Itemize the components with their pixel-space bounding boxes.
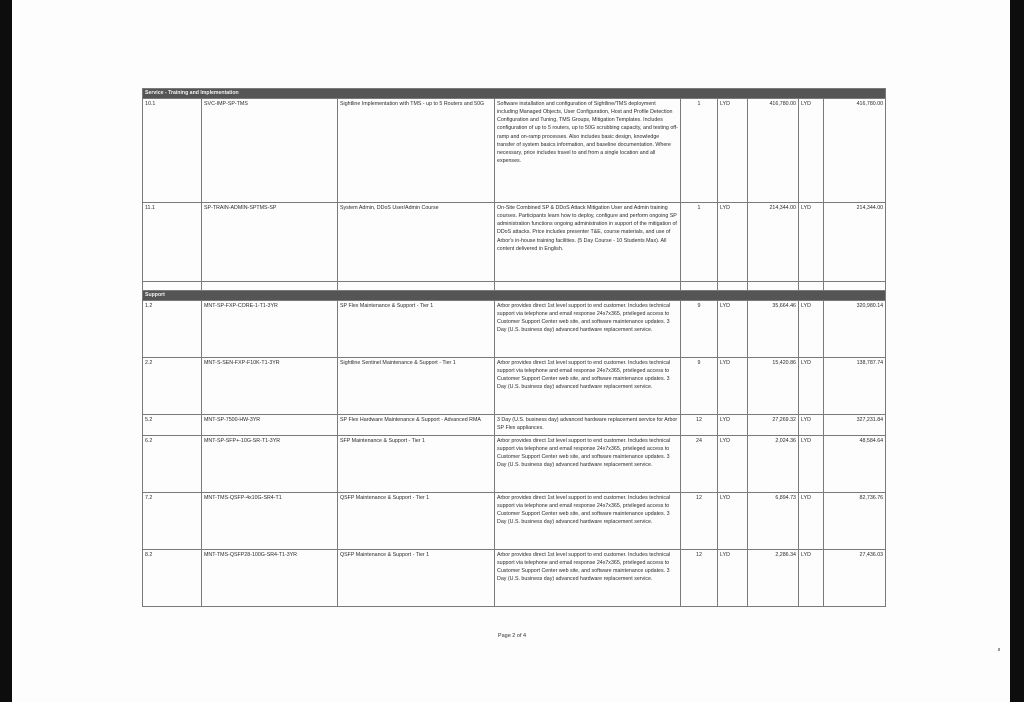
table-row <box>143 300 886 357</box>
currency: LYD <box>718 98 748 202</box>
sku: MNT-SP-SFP+-10G-SR-T1-3YR <box>202 435 338 492</box>
product-name: QSFP Maintenance & Support - Tier 1 <box>338 549 495 606</box>
description: On-Site Combined SP & DDoS Attack Mitigation User and Admin training courses. Participants learn how to deploy, configure and perform ongoing SP administration functions ongoing administration in support of the mitigation of DDoS attacks. Price includes presenter T&E, course materials, and use of Arbor's in-house training facilities. (5 Day Course - 10 Students Max). All content delivered in English. <box>495 202 681 281</box>
item-number: 7.2 <box>143 492 202 549</box>
product-name: System Admin, DDoS User/Admin Course <box>338 202 495 281</box>
product-name: SFP Maintenance & Support - Tier 1 <box>338 435 495 492</box>
item-number: 10.1 <box>143 98 202 202</box>
quantity: 12 <box>681 492 718 549</box>
sku: MNT-TMS-QSFP-4x10G-SR4-T1 <box>202 492 338 549</box>
empty-cell <box>143 281 202 290</box>
currency: LYD <box>718 435 748 492</box>
quote-table <box>142 88 886 607</box>
scan-speck <box>998 648 1000 651</box>
line-total: 327,231.84 <box>824 414 886 435</box>
description: Software installation and configuration of Sightline/TMS deployment including Managed Objects, User Configuration, Host and Profile Detection Configuration and Tuning, TMS Groups, Mitigation Templates. Includes configuration of up to 5 routers, up to 50G scrubbing capacity, and testing off-ramp and on-ramp processes. Also includes basic design, knowledge transfer of system basics information, and baseline documentation. Where necessary, price includes travel to and from a single location and all expenses. <box>495 98 681 202</box>
sku: MNT-SP-FXP-CORE-1-T1-3YR <box>202 300 338 357</box>
unit-price: 214,344.00 <box>748 202 799 281</box>
quantity: 9 <box>681 300 718 357</box>
item-number: 8.2 <box>143 549 202 606</box>
empty-cell <box>202 281 338 290</box>
line-total: 27,436.03 <box>824 549 886 606</box>
total-currency: LYD <box>799 357 824 414</box>
unit-price: 35,664.46 <box>748 300 799 357</box>
table-row <box>143 435 886 492</box>
currency: LYD <box>718 357 748 414</box>
empty-cell <box>718 281 748 290</box>
unit-price: 2,286.34 <box>748 549 799 606</box>
item-number: 1.2 <box>143 300 202 357</box>
product-name: Sightline Sentinel Maintenance & Support - Tier 1 <box>338 357 495 414</box>
line-total: 138,787.74 <box>824 357 886 414</box>
quantity: 1 <box>681 98 718 202</box>
quantity: 1 <box>681 202 718 281</box>
empty-cell <box>338 281 495 290</box>
description: Arbor provides direct 1st level support to end customer. Includes technical support via telephone and email response 24x7x365, privileged access to Customer Support Center web site, and software maintenance updates. 3 Day (U.S. business day) advanced hardware replacement service. <box>495 435 681 492</box>
description: Arbor provides direct 1st level support to end customer. Includes technical support via telephone and email response 24x7x365, privileged access to Customer Support Center web site, and software maintenance updates. 3 Day (U.S. business day) advanced hardware replacement service. <box>495 549 681 606</box>
item-number: 5.2 <box>143 414 202 435</box>
line-total: 416,780.00 <box>824 98 886 202</box>
currency: LYD <box>718 300 748 357</box>
quantity: 24 <box>681 435 718 492</box>
currency: LYD <box>718 492 748 549</box>
description: 3 Day (U.S. business day) advanced hardware replacement service for Arbor SP Flex appliances. <box>495 414 681 435</box>
scan-border-right <box>1010 0 1024 702</box>
unit-price: 416,780.00 <box>748 98 799 202</box>
currency: LYD <box>718 414 748 435</box>
total-currency: LYD <box>799 549 824 606</box>
total-currency: LYD <box>799 435 824 492</box>
total-currency: LYD <box>799 202 824 281</box>
description: Arbor provides direct 1st level support to end customer. Includes technical support via telephone and email response 24x7x365, privileged access to Customer Support Center web site, and software maintenance updates. 3 Day (U.S. business day) advanced hardware replacement service. <box>495 357 681 414</box>
empty-cell <box>495 281 681 290</box>
unit-price: 2,024.36 <box>748 435 799 492</box>
line-total: 82,736.76 <box>824 492 886 549</box>
table-row <box>143 98 886 202</box>
item-number: 2.2 <box>143 357 202 414</box>
sku: MNT-S-SEN-FXP-F10K-T1-3YR <box>202 357 338 414</box>
quantity: 9 <box>681 357 718 414</box>
unit-price: 6,894.73 <box>748 492 799 549</box>
scan-border-left <box>0 0 12 702</box>
page-number: Page 2 of 4 <box>497 633 527 639</box>
empty-cell <box>681 281 718 290</box>
section-header <box>143 290 886 300</box>
product-name: Sightline Implementation with TMS - up to 5 Routers and 50G <box>338 98 495 202</box>
description: Arbor provides direct 1st level support to end customer. Includes technical support via telephone and email response 24x7x365, privileged access to Customer Support Center web site, and software maintenance updates. 3 Day (U.S. business day) advanced hardware replacement service. <box>495 300 681 357</box>
line-total: 214,344.00 <box>824 202 886 281</box>
item-number: 11.1 <box>143 202 202 281</box>
sku: MNT-TMS-QSFP28-100G-SR4-T1-3YR <box>202 549 338 606</box>
sku: MNT-SP-7500-HW-3YR <box>202 414 338 435</box>
table-row <box>143 357 886 414</box>
sku: SP-TRAIN-ADMIN-SPTMS-SP <box>202 202 338 281</box>
table-row <box>143 202 886 281</box>
product-name: SP Flex Hardware Maintenance & Support - Advanced RMA <box>338 414 495 435</box>
table-row <box>143 414 886 435</box>
section-title: Support <box>143 290 886 300</box>
empty-cell <box>748 281 799 290</box>
unit-price: 27,269.32 <box>748 414 799 435</box>
quantity: 12 <box>681 414 718 435</box>
empty-cell <box>824 281 886 290</box>
spacer-row <box>143 281 886 290</box>
unit-price: 15,420.86 <box>748 357 799 414</box>
empty-cell <box>799 281 824 290</box>
description: Arbor provides direct 1st level support to end customer. Includes technical support via telephone and email response 24x7x365, privileged access to Customer Support Center web site, and software maintenance updates. 3 Day (U.S. business day) advanced hardware replacement service. <box>495 492 681 549</box>
section-header <box>143 89 886 99</box>
product-name: QSFP Maintenance & Support - Tier 1 <box>338 492 495 549</box>
table-row <box>143 492 886 549</box>
table-row <box>143 549 886 606</box>
line-total: 48,584.64 <box>824 435 886 492</box>
item-number: 6.2 <box>143 435 202 492</box>
total-currency: LYD <box>799 98 824 202</box>
quantity: 12 <box>681 549 718 606</box>
quote-table-body <box>143 89 886 607</box>
total-currency: LYD <box>799 492 824 549</box>
product-name: SP Flex Maintenance & Support - Tier 1 <box>338 300 495 357</box>
currency: LYD <box>718 202 748 281</box>
currency: LYD <box>718 549 748 606</box>
total-currency: LYD <box>799 414 824 435</box>
sku: SVC-IMP-SP-TMS <box>202 98 338 202</box>
line-total: 320,980.14 <box>824 300 886 357</box>
section-title: Service - Training and Implementation <box>143 89 886 99</box>
total-currency: LYD <box>799 300 824 357</box>
